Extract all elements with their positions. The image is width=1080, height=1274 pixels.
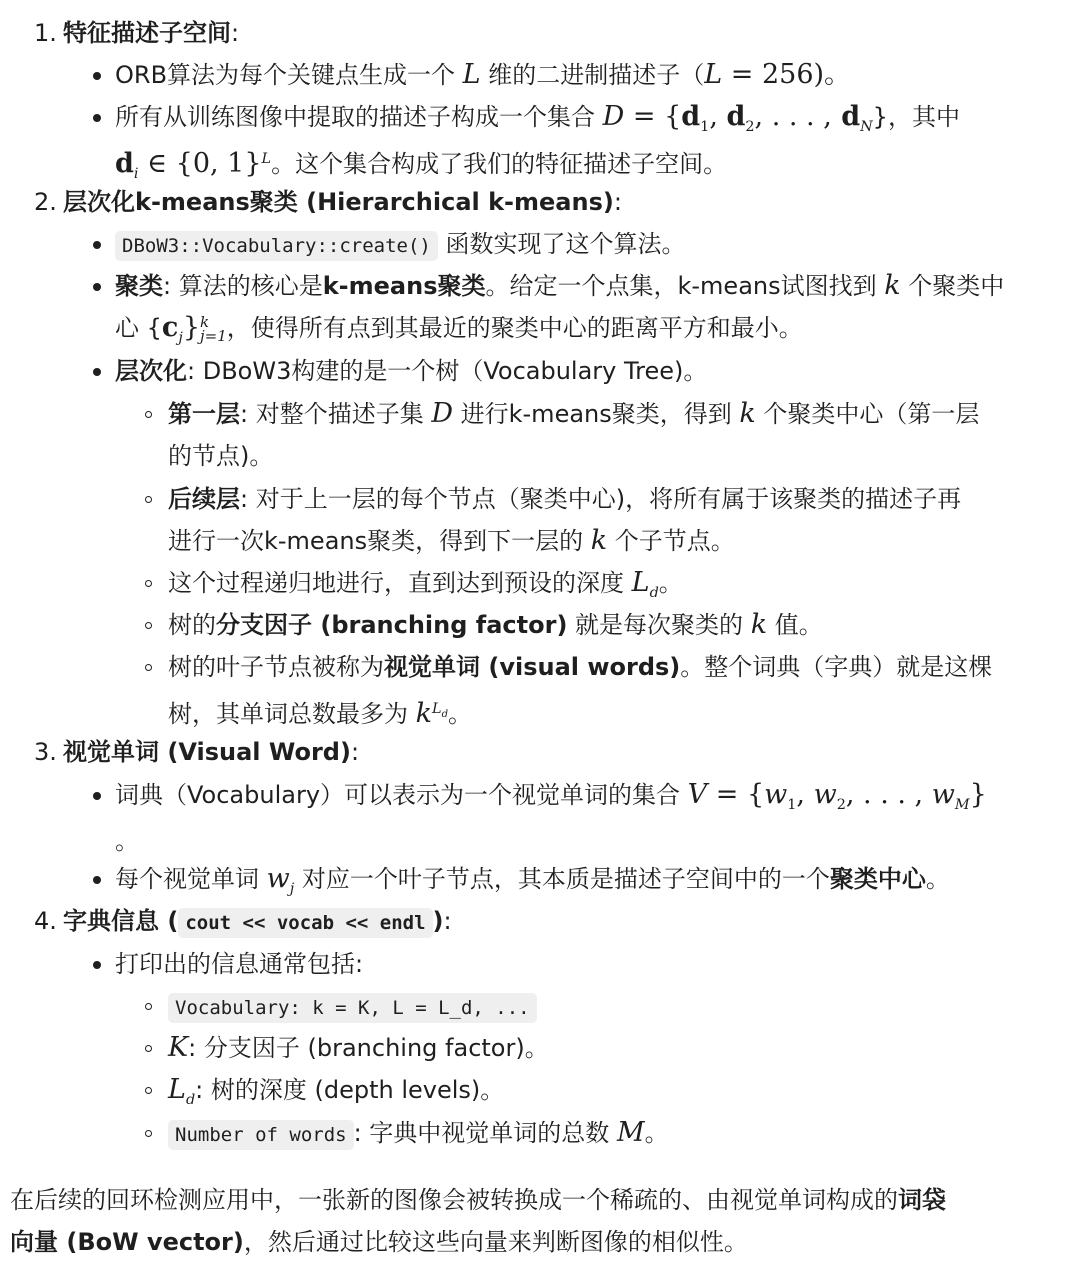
section-4-title: 字典信息 ( xyxy=(63,907,179,935)
sub-item-vocab-output xyxy=(168,986,537,1026)
circle-bullet-icon xyxy=(145,1130,152,1137)
circle-bullet-icon xyxy=(145,664,152,671)
circle-bullet-icon xyxy=(145,1003,152,1010)
bullet-icon xyxy=(93,72,101,80)
section-1-number: 1. xyxy=(34,19,57,47)
bullet-icon xyxy=(93,114,101,122)
bullet-icon xyxy=(93,241,101,249)
code-inline: DBoW3::Vocabulary::create() xyxy=(115,231,438,261)
code-inline: Vocabulary: k = K, L = L_d, ... xyxy=(168,993,537,1023)
bullet-icon xyxy=(93,876,101,884)
list-item-create-function: DBoW3::Vocabulary::create() 函数实现了这个算法。 xyxy=(115,224,686,264)
sub-item-recursion: 这个过程递归地进行，直到达到预设的深度 $L_d$。 xyxy=(168,567,683,601)
list-item-orb: ORB算法为每个关键点生成一个 L 维的二进制描述子（L = 256)。 xyxy=(115,59,852,90)
section-3-title: 视觉单词 (Visual Word) xyxy=(63,738,351,766)
circle-bullet-icon xyxy=(145,1087,152,1094)
circle-bullet-icon xyxy=(145,622,152,629)
list-item-clustering-line2: 心 $\{c_j\}$ k j=1 ，使得所有点到其最近的聚类中心的距离平方和最小。 xyxy=(115,312,803,346)
sub-item-next-layers-line2: 进行一次k-means聚类，得到下一层的 k 个子节点。 xyxy=(168,525,735,556)
list-item-descriptor-set-line2: $d_i$ ∈ {0, 1}$^L$。这个集合构成了我们的特征描述子空间。 xyxy=(115,148,728,182)
section-2-number: 2. xyxy=(34,188,57,216)
sub-item-visual-words: 树的叶子节点被称为视觉单词 (visual words)。整个词典（字典）就是这棵 xyxy=(168,653,993,681)
code-inline: Number of words xyxy=(168,1120,354,1150)
sub-item-next-layers: 后续层: 对于上一层的每个节点（聚类中心)，将所有属于该聚类的描述子再 xyxy=(168,485,962,513)
circle-bullet-icon xyxy=(145,580,152,587)
section-2-heading: 层次化k-means聚类 (Hierarchical k-means): xyxy=(63,188,622,216)
footer-paragraph: 在后续的回环检测应用中，一张新的图像会被转换成一个稀疏的、由视觉单词构成的词袋 xyxy=(10,1186,946,1214)
circle-bullet-icon xyxy=(145,1045,152,1052)
code-inline: cout << vocab << endl xyxy=(178,908,432,938)
section-3-number: 3. xyxy=(34,738,57,766)
list-item-descriptor-set: 所有从训练图像中提取的描述子构成一个集合 $D = \{d_1$, $d_2$, . . . , $d_N$}，其中 xyxy=(115,101,960,135)
section-4-heading: 字典信息 ( cout << vocab << endl ): xyxy=(63,901,452,941)
list-item-clustering: 聚类: 算法的核心是k-means聚类。给定一个点集，k-means试图找到 k 个聚类中 xyxy=(115,270,1005,301)
sub-item-branching-factor: 树的分支因子 (branching factor) 就是每次聚类的 k 值。 xyxy=(168,609,823,640)
section-2-title: 层次化k-means聚类 (Hierarchical k-means) xyxy=(63,188,614,216)
section-1-heading: 特征描述子空间: xyxy=(63,19,240,47)
list-item-visual-word-node: 每个视觉单词 $w_j$ 对应一个叶子节点，其本质是描述子空间中的一个聚类中心。 xyxy=(115,863,950,897)
bullet-icon xyxy=(93,368,101,376)
list-item-vocabulary-set: 词典（Vocabulary）可以表示为一个视觉单词的集合 $V = \{w_1$, $w_2$, . . . , $w_M$} xyxy=(115,779,987,813)
list-item-vocabulary-set-line2: 。 xyxy=(115,827,139,855)
list-item-hierarchy: 层次化: DBoW3构建的是一个树（Vocabulary Tree)。 xyxy=(115,357,708,385)
sub-item-visual-words-line2: 树，其单词总数最多为 $k^{L_d}$。 xyxy=(168,698,473,729)
sub-item-first-layer: 第一层: 对整个描述子集 D 进行k-means聚类，得到 k 个聚类中心（第一层 xyxy=(168,398,980,429)
circle-bullet-icon xyxy=(145,496,152,503)
bullet-icon xyxy=(93,961,101,969)
sub-item-number-of-words: Number of words : 字典中视觉单词的总数 M。 xyxy=(168,1113,669,1153)
sub-item-depth: $L_d$: 树的深度 (depth levels)。 xyxy=(168,1074,505,1108)
bullet-icon xyxy=(93,792,101,800)
list-item-printed-info: 打印出的信息通常包括: xyxy=(115,950,364,978)
section-1-title: 特征描述子空间 xyxy=(63,19,231,47)
footer-paragraph-line2: 向量 (BoW vector)，然后通过比较这些向量来判断图像的相似性。 xyxy=(10,1228,748,1256)
sub-item-first-layer-line2: 的节点)。 xyxy=(168,442,274,470)
circle-bullet-icon xyxy=(145,411,152,418)
section-4-number: 4. xyxy=(34,907,57,935)
sub-item-k: K: 分支因子 (branching factor)。 xyxy=(168,1032,549,1063)
section-3-heading: 视觉单词 (Visual Word): xyxy=(63,738,360,766)
bullet-icon xyxy=(93,283,101,291)
